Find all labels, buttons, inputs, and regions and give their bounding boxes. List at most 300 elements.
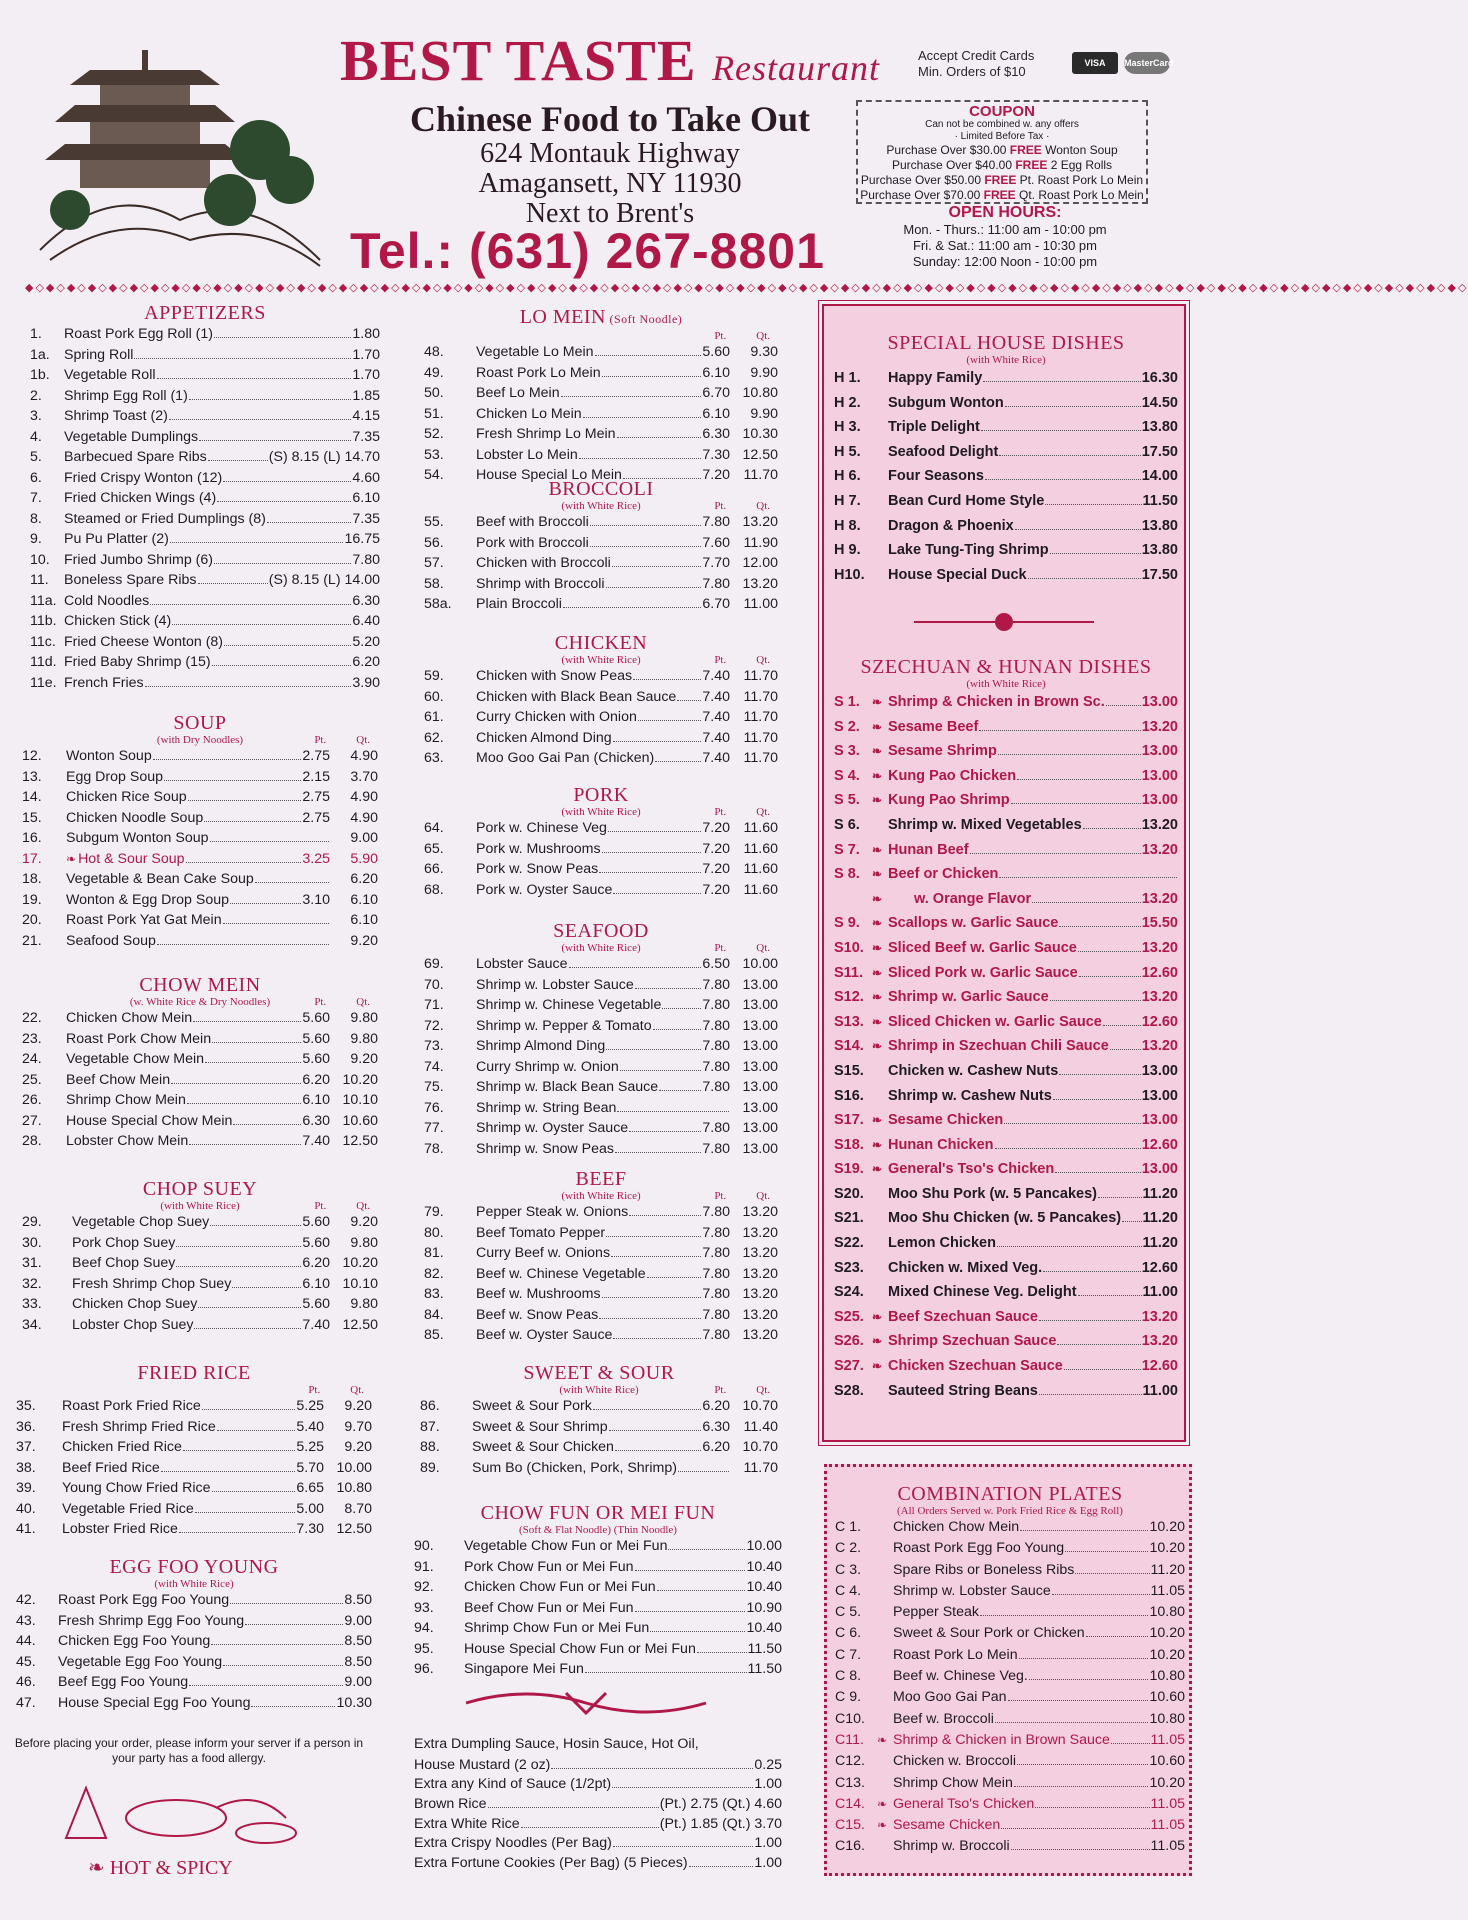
menu-item[interactable] <box>835 1751 1185 1772</box>
menu-item[interactable] <box>424 424 778 445</box>
menu-item[interactable] <box>835 1687 1185 1708</box>
menu-item[interactable] <box>22 1008 378 1029</box>
section-subtitle <box>16 1578 372 1590</box>
leader-dots <box>1001 1815 1149 1829</box>
item-number: 96. <box>414 1661 434 1677</box>
item-name: Beef Fried Rice <box>62 1459 160 1476</box>
menu-item[interactable] <box>424 1077 778 1098</box>
menu-item[interactable] <box>22 1070 378 1091</box>
qt-label: Qt. <box>350 1384 364 1396</box>
menu-item[interactable] <box>834 1084 1178 1109</box>
menu-item[interactable] <box>22 787 378 808</box>
item-name: Sweet & Sour Shrimp <box>472 1418 608 1435</box>
item-name: Chicken Egg Foo Young <box>58 1633 211 1649</box>
section-subtitle-text: (All Orders Served w. Pork Fried Rice & Egg Roll) <box>897 1505 1123 1517</box>
section-title-text: EGG FOO YOUNG <box>109 1556 279 1578</box>
item-price: 1.00 <box>754 1776 782 1793</box>
menu-item[interactable] <box>414 1659 782 1680</box>
menu-item[interactable] <box>835 1623 1185 1644</box>
leader-dots <box>208 447 268 461</box>
menu-item[interactable] <box>834 391 1178 416</box>
section-special-house <box>834 332 1178 587</box>
menu-item[interactable] <box>424 512 778 533</box>
menu-item[interactable] <box>414 1577 782 1598</box>
pepper-icon: ❧ <box>872 793 883 808</box>
menu-item[interactable] <box>30 570 380 591</box>
menu-item[interactable] <box>834 911 1178 936</box>
leader-dots <box>145 673 352 687</box>
item-number: 48. <box>424 344 444 360</box>
item-price: 7.80 <box>702 1038 730 1054</box>
extra-item[interactable] <box>414 1833 782 1853</box>
item-number: C 4. <box>835 1582 862 1599</box>
item-number: C12. <box>835 1753 865 1770</box>
item-price: 13.80 <box>1141 517 1178 534</box>
item-number: C16. <box>835 1838 865 1855</box>
menu-item[interactable] <box>424 445 778 466</box>
menu-item[interactable] <box>834 1280 1178 1305</box>
item-name: Shrimp Almond Ding <box>476 1038 606 1054</box>
menu-item[interactable] <box>30 365 380 386</box>
leader-dots <box>609 1417 702 1431</box>
menu-item[interactable] <box>424 1016 778 1037</box>
menu-item[interactable] <box>22 890 378 911</box>
menu-item[interactable] <box>30 406 380 427</box>
item-name: Subgum Wonton Soup <box>66 830 209 846</box>
menu-item[interactable] <box>834 813 1178 838</box>
item-name: Roast Pork Lo Mein <box>476 364 601 381</box>
menu-item[interactable] <box>834 1354 1178 1379</box>
menu-item[interactable] <box>30 591 380 612</box>
item-price: 10.60 <box>1149 1689 1185 1706</box>
extra-item[interactable] <box>414 1794 782 1814</box>
item-price-qt: 13.20 <box>742 1327 778 1343</box>
menu-item[interactable] <box>834 838 1178 863</box>
menu-item[interactable] <box>835 1666 1185 1687</box>
menu-item[interactable] <box>835 1773 1185 1794</box>
pepper-icon: ❧ <box>872 1162 883 1177</box>
menu-item[interactable] <box>834 464 1178 489</box>
item-price-qt: 11.70 <box>743 709 778 725</box>
menu-item[interactable] <box>30 509 380 530</box>
leader-dots <box>551 1755 753 1769</box>
section-szechuan-hunan <box>834 656 1178 1403</box>
menu-item[interactable] <box>424 748 778 769</box>
menu-item[interactable] <box>424 533 778 554</box>
item-number: 11d. <box>30 654 57 670</box>
item-price: 11.00 <box>1142 1382 1178 1399</box>
item-price: 13.00 <box>1141 743 1178 760</box>
menu-item[interactable] <box>22 746 378 767</box>
leader-dots <box>217 488 351 502</box>
restaurant-name: BEST TASTE Restaurant <box>339 28 881 93</box>
menu-item[interactable] <box>834 1010 1178 1035</box>
menu-item[interactable] <box>424 553 778 574</box>
menu-item[interactable] <box>424 574 778 595</box>
menu-item[interactable] <box>22 1212 378 1233</box>
menu-item[interactable] <box>420 1437 778 1458</box>
menu-item[interactable] <box>424 363 778 384</box>
menu-item[interactable] <box>424 383 778 404</box>
menu-item[interactable] <box>424 404 778 425</box>
menu-item[interactable] <box>22 1131 378 1152</box>
menu-item[interactable] <box>834 366 1178 391</box>
menu-item[interactable] <box>424 728 778 749</box>
menu-item[interactable] <box>22 910 378 931</box>
menu-item[interactable] <box>22 767 378 788</box>
menu-item[interactable] <box>22 1111 378 1132</box>
item-price: 10.80 <box>1149 1604 1185 1621</box>
menu-item[interactable] <box>30 345 380 366</box>
menu-item[interactable] <box>834 538 1178 563</box>
menu-item[interactable] <box>834 1379 1178 1404</box>
menu-item[interactable] <box>30 324 380 345</box>
menu-item[interactable] <box>30 468 380 489</box>
menu-item[interactable] <box>424 707 778 728</box>
item-number: 21. <box>22 932 42 949</box>
item-name: Pepper Steak w. Onions <box>476 1204 629 1220</box>
extra-item[interactable] <box>414 1774 782 1794</box>
menu-item[interactable] <box>424 666 778 687</box>
leader-dots <box>1055 1159 1141 1173</box>
menu-item[interactable] <box>834 1034 1178 1059</box>
pepper-icon: ❧ <box>872 990 883 1005</box>
leader-dots <box>981 417 1141 431</box>
menu-item[interactable] <box>30 611 380 632</box>
menu-item[interactable] <box>835 1517 1185 1538</box>
menu-item[interactable] <box>835 1602 1185 1623</box>
menu-item[interactable] <box>835 1730 1185 1751</box>
menu-item[interactable] <box>16 1652 372 1673</box>
menu-item[interactable] <box>16 1437 372 1458</box>
section-title <box>16 1556 372 1578</box>
menu-item[interactable] <box>414 1536 782 1557</box>
menu-item[interactable] <box>22 1049 378 1070</box>
menu-item[interactable] <box>835 1538 1185 1559</box>
menu-item[interactable] <box>424 1284 778 1305</box>
menu-item[interactable] <box>424 954 778 975</box>
menu-item[interactable] <box>834 1231 1178 1256</box>
menu-item[interactable] <box>834 788 1178 813</box>
item-price: 7.60 <box>702 534 730 551</box>
menu-item[interactable] <box>834 440 1178 465</box>
menu-item[interactable] <box>414 1557 782 1578</box>
qt-label: Qt. <box>756 1384 770 1396</box>
item-number: 63. <box>424 750 444 766</box>
leader-dots <box>999 442 1140 456</box>
menu-item[interactable] <box>834 739 1178 764</box>
item-number: 51. <box>424 405 444 422</box>
extra-item[interactable] <box>414 1755 782 1775</box>
menu-item[interactable] <box>22 1294 378 1315</box>
menu-item[interactable] <box>414 1618 782 1639</box>
item-name: Vegetable Dumplings <box>64 428 199 445</box>
menu-item[interactable] <box>424 687 778 708</box>
menu-item[interactable] <box>835 1836 1185 1857</box>
item-number: C 9. <box>835 1689 862 1706</box>
item-price-qt: 11.70 <box>743 729 778 746</box>
item-price: 2.15 <box>302 768 330 785</box>
menu-item[interactable] <box>834 489 1178 514</box>
item-name: Sweet & Sour Pork or Chicken <box>893 1625 1085 1642</box>
menu-item[interactable] <box>424 1243 778 1264</box>
item-price: 7.40 <box>702 688 730 705</box>
menu-item[interactable] <box>834 887 1178 912</box>
menu-item[interactable] <box>834 514 1178 539</box>
menu-item[interactable] <box>22 1315 378 1336</box>
menu-item[interactable] <box>22 849 378 870</box>
item-price: 9.00 <box>344 1674 372 1690</box>
item-price: 13.80 <box>1141 419 1178 436</box>
leader-dots <box>595 342 702 356</box>
item-price: 5.60 <box>302 1234 330 1251</box>
menu-item[interactable] <box>424 1118 778 1139</box>
item-name: Fried Cheese Wonton (8) <box>64 633 224 650</box>
item-price: 7.20 <box>702 820 730 836</box>
item-price-qt: 4.90 <box>350 789 378 805</box>
leader-dots <box>650 1618 745 1632</box>
menu-item[interactable] <box>30 529 380 550</box>
menu-item[interactable] <box>414 1598 782 1619</box>
extra-item[interactable] <box>414 1814 782 1834</box>
section-subtitle-text: (with White Rice) <box>966 678 1046 690</box>
menu-item[interactable] <box>424 995 778 1016</box>
item-number: S15. <box>834 1062 864 1079</box>
menu-item[interactable] <box>30 673 380 694</box>
item-name: Beef with Broccoli <box>476 514 589 530</box>
menu-item[interactable] <box>424 975 778 996</box>
coupon-offer-post: Pt. Roast Pork Lo Mein <box>1016 173 1144 187</box>
item-number: 28. <box>22 1133 42 1149</box>
menu-item[interactable] <box>424 1305 778 1326</box>
item-name: Extra White Rice <box>414 1815 520 1832</box>
extra-item[interactable] <box>414 1735 782 1755</box>
menu-item[interactable] <box>834 1256 1178 1281</box>
leader-dots <box>223 910 329 924</box>
menu-item[interactable] <box>22 869 378 890</box>
leader-dots <box>214 324 351 338</box>
menu-item[interactable] <box>424 1325 778 1346</box>
section-title <box>424 306 778 330</box>
item-number: S18. <box>834 1136 864 1153</box>
leader-dots <box>638 707 702 721</box>
menu-item[interactable] <box>22 1090 378 1111</box>
menu-item[interactable] <box>16 1672 372 1693</box>
menu-item[interactable] <box>16 1631 372 1652</box>
menu-item[interactable] <box>22 1253 378 1274</box>
menu-item[interactable] <box>834 936 1178 961</box>
item-name: Shrimp w. Lobster Sauce <box>893 1582 1051 1599</box>
menu-item[interactable] <box>834 764 1178 789</box>
menu-item[interactable] <box>30 488 380 509</box>
section-title-text: SWEET & SOUR <box>523 1362 675 1384</box>
menu-item[interactable] <box>835 1645 1185 1666</box>
menu-item[interactable] <box>834 1329 1178 1354</box>
leader-dots <box>653 1016 702 1030</box>
item-number: 4. <box>30 428 42 445</box>
menu-item[interactable] <box>16 1499 372 1520</box>
menu-item[interactable] <box>16 1417 372 1438</box>
menu-item[interactable] <box>424 880 778 901</box>
menu-item[interactable] <box>16 1611 372 1632</box>
item-number: S14. <box>834 1038 864 1055</box>
menu-item[interactable] <box>424 1223 778 1244</box>
section-chop-suey <box>22 1178 378 1335</box>
item-number: 38. <box>16 1459 36 1476</box>
menu-item[interactable] <box>420 1417 778 1438</box>
menu-item[interactable] <box>834 1133 1178 1158</box>
pepper-icon: ❧ <box>872 867 883 882</box>
section-title-text: FRIED RICE <box>137 1362 251 1384</box>
menu-item[interactable] <box>420 1458 778 1479</box>
item-number: H 8. <box>834 517 861 534</box>
item-price-qt: 12.50 <box>342 1316 378 1333</box>
menu-item[interactable] <box>835 1815 1185 1836</box>
item-price: 1.80 <box>352 326 380 342</box>
item-number: 9. <box>30 531 42 547</box>
pepper-icon: ❧ <box>872 744 883 759</box>
item-name: Chicken Lo Mein <box>476 405 582 422</box>
coupon-offer <box>858 158 1146 173</box>
section-title <box>22 1178 378 1200</box>
leader-dots <box>1057 1331 1140 1345</box>
coupon-offer-pre: Purchase Over $50.00 <box>860 173 985 187</box>
menu-item[interactable] <box>835 1794 1185 1815</box>
menu-item[interactable] <box>16 1590 372 1611</box>
leader-dots <box>224 632 351 646</box>
item-name: w. Orange Flavor <box>914 890 1032 907</box>
coupon-offer-post: Qt. Roast Pork Lo Mein <box>1015 188 1144 202</box>
item-number: S24. <box>834 1284 864 1301</box>
item-name: Chicken with Black Bean Sauce <box>476 688 677 705</box>
pepper-icon: ❧ <box>66 851 77 866</box>
menu-item[interactable] <box>424 594 778 615</box>
menu-item[interactable] <box>424 1036 778 1057</box>
item-name: Chicken Stick (4) <box>64 613 172 629</box>
menu-item[interactable] <box>424 1057 778 1078</box>
pepper-icon: ❧ <box>872 940 883 955</box>
leader-dots <box>230 1590 343 1604</box>
menu-item[interactable] <box>414 1639 782 1660</box>
menu-item[interactable] <box>835 1560 1185 1581</box>
leader-dots <box>212 1478 296 1492</box>
menu-item[interactable] <box>424 1139 778 1160</box>
item-number: C 5. <box>835 1604 862 1621</box>
menu-item[interactable] <box>834 715 1178 740</box>
menu-item[interactable] <box>834 1059 1178 1084</box>
item-price: 13.00 <box>1141 1087 1178 1104</box>
menu-item[interactable] <box>30 386 380 407</box>
item-price: 4.60 <box>352 469 380 486</box>
section-title <box>22 712 378 734</box>
item-number: 17. <box>22 850 42 867</box>
item-price: 2.75 <box>302 748 330 764</box>
food-illustration <box>56 1778 306 1850</box>
menu-item[interactable] <box>22 931 378 952</box>
menu-item[interactable] <box>16 1478 372 1499</box>
menu-item[interactable] <box>834 1108 1178 1133</box>
item-name: Lobster Sauce <box>476 956 568 972</box>
menu-item[interactable] <box>22 1274 378 1295</box>
menu-item[interactable] <box>835 1581 1185 1602</box>
item-price: 6.20 <box>702 1439 730 1455</box>
menu-item[interactable] <box>16 1519 372 1540</box>
menu-item[interactable] <box>834 985 1178 1010</box>
menu-item[interactable] <box>424 859 778 880</box>
item-price-qt: 13.00 <box>742 976 778 993</box>
section-title <box>30 302 380 324</box>
menu-item[interactable] <box>16 1458 372 1479</box>
item-price: 15.50 <box>1141 915 1178 932</box>
menu-item[interactable] <box>424 342 778 363</box>
menu-item[interactable] <box>16 1693 372 1714</box>
menu-item[interactable] <box>834 862 1178 887</box>
item-number: C 3. <box>835 1561 862 1578</box>
menu-item[interactable] <box>424 1264 778 1285</box>
section-title-text: SZECHUAN & HUNAN DISHES <box>860 656 1152 678</box>
item-price: 14.00 <box>1141 468 1178 485</box>
item-price: 13.20 <box>1141 816 1178 833</box>
menu-item[interactable] <box>22 1233 378 1254</box>
menu-item[interactable] <box>834 563 1178 588</box>
menu-item[interactable] <box>834 690 1178 715</box>
phone-number[interactable]: Tel.: (631) 267-8801 <box>350 223 825 279</box>
coupon-offer-free: FREE <box>983 188 1016 202</box>
menu-item[interactable] <box>834 1157 1178 1182</box>
leader-dots <box>657 1577 746 1591</box>
leader-dots <box>569 954 702 968</box>
item-number: 18. <box>22 871 42 887</box>
menu-item[interactable] <box>30 632 380 653</box>
extra-item[interactable] <box>414 1853 782 1873</box>
menu-item[interactable] <box>424 1202 778 1223</box>
section-subtitle-text: (with White Rice) <box>559 1384 639 1396</box>
leader-dots <box>613 1325 701 1339</box>
menu-item[interactable] <box>834 1305 1178 1330</box>
menu-item[interactable] <box>16 1396 372 1417</box>
menu-item[interactable] <box>835 1709 1185 1730</box>
section-title-text: SPECIAL HOUSE DISHES <box>887 332 1125 354</box>
menu-item[interactable] <box>834 1182 1178 1207</box>
menu-item[interactable] <box>30 652 380 673</box>
item-price-qt: 12.50 <box>336 1521 372 1537</box>
menu-item[interactable] <box>22 808 378 829</box>
menu-item[interactable] <box>30 550 380 571</box>
item-name: Wonton & Egg Drop Soup <box>66 891 229 908</box>
section-subtitle-text: (with White Rice) <box>160 1200 240 1212</box>
item-name: Shrimp w. Cashew Nuts <box>888 1087 1052 1104</box>
menu-item[interactable] <box>424 839 778 860</box>
menu-item[interactable] <box>30 427 380 448</box>
item-number: 14. <box>22 789 42 805</box>
menu-item[interactable] <box>30 447 380 468</box>
menu-item[interactable] <box>834 1206 1178 1231</box>
item-number: 57. <box>424 555 444 571</box>
item-number: S13. <box>834 1013 864 1030</box>
menu-item[interactable] <box>424 818 778 839</box>
item-name: Fried Jumbo Shrimp (6) <box>64 551 214 568</box>
menu-item[interactable] <box>834 961 1178 986</box>
menu-item[interactable] <box>424 1098 778 1119</box>
leader-dots <box>662 995 701 1009</box>
menu-item[interactable] <box>834 415 1178 440</box>
menu-item[interactable] <box>420 1396 778 1417</box>
leader-dots <box>602 1284 702 1298</box>
pepper-icon: ❧ <box>877 1732 888 1747</box>
menu-item[interactable] <box>22 828 378 849</box>
item-name: Sesame Beef <box>888 718 979 735</box>
menu-item[interactable] <box>22 1029 378 1050</box>
